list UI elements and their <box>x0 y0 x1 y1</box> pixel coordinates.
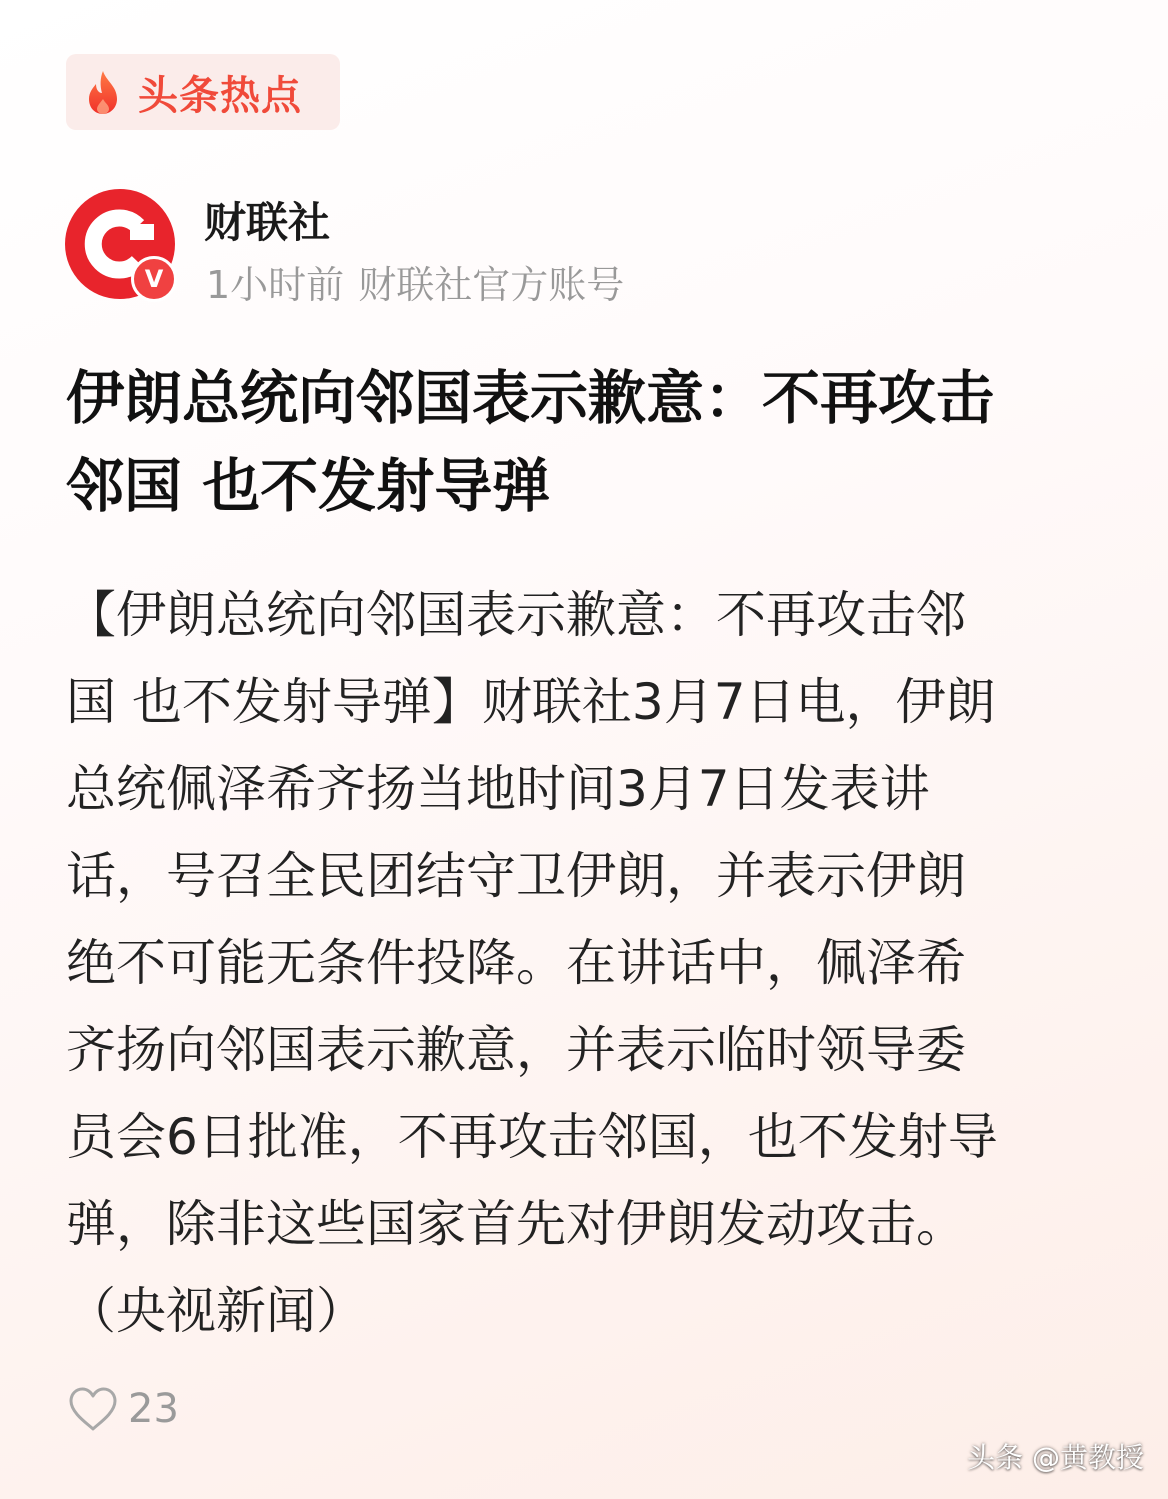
flame-icon <box>82 69 124 115</box>
like-count: 23 <box>128 1386 179 1432</box>
body-line: 总统佩泽希齐扬当地时间3月7日发表讲 <box>66 760 930 818</box>
author-name[interactable]: 财联社 <box>204 198 331 247</box>
body-line: 话，号召全民团结守卫伊朗，并表示伊朗 <box>66 847 966 905</box>
author-avatar[interactable] <box>64 188 176 300</box>
body-line: 国 也不发射导弹】财联社3月7日电，伊朗 <box>66 673 996 731</box>
author-header <box>64 186 864 306</box>
article-body <box>66 572 1106 1355</box>
heart-icon <box>68 1386 118 1432</box>
like-button[interactable] <box>68 1386 179 1432</box>
hot-topic-badge[interactable] <box>66 54 340 130</box>
author-meta <box>206 254 624 309</box>
account-type: 财联社官方账号 <box>358 263 625 307</box>
headline-line: 邻国 也不发射导弹 <box>66 452 551 520</box>
body-line: 齐扬向邻国表示歉意，并表示临时领导委 <box>66 1021 966 1079</box>
verified-badge: V <box>131 256 177 302</box>
headline-line: 伊朗总统向邻国表示歉意：不再攻击 <box>66 364 995 432</box>
source-line: （央视新闻） <box>66 1282 366 1340</box>
article-headline <box>66 354 1106 530</box>
watermark: 头条 @黄教授 <box>967 1441 1144 1474</box>
body-line: 【伊朗总统向邻国表示歉意：不再攻击邻 <box>66 586 966 644</box>
body-line: 弹，除非这些国家首先对伊朗发动攻击。 <box>66 1195 966 1253</box>
body-line: 员会6日批准，不再攻击邻国，也不发射导 <box>66 1108 998 1166</box>
hot-topic-label: 头条热点 <box>138 72 302 119</box>
body-line: 绝不可能无条件投降。在讲话中，佩泽希 <box>66 934 966 992</box>
post-time: 1小时前 <box>206 263 345 307</box>
